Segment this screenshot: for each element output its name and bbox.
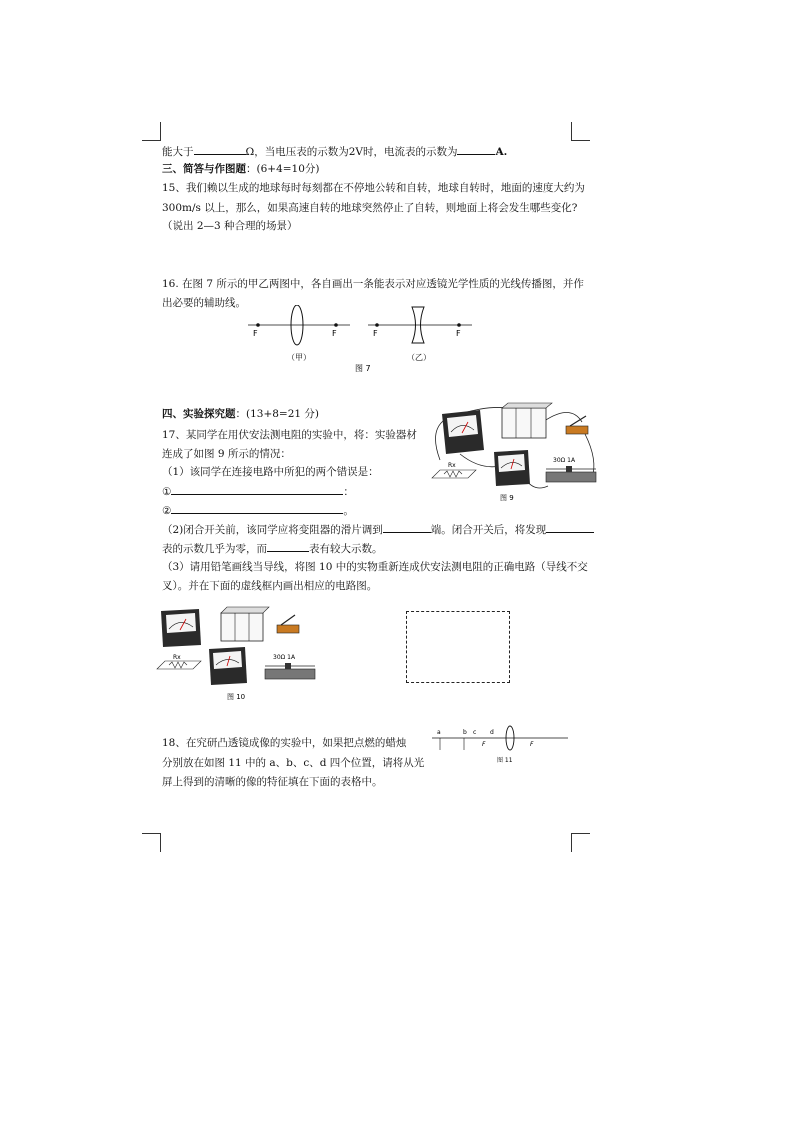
q18-line-1: 18、在究研凸透镜成像的实验中，如果把点燃的蜡烛: [162, 737, 407, 749]
q17-error-2-period: 。: [343, 505, 354, 517]
figure-11-lens-positions: [430, 724, 575, 766]
concave-focus-label-left: F: [373, 329, 378, 338]
q17-sub3-line-1: （3）请用铅笔画线当导线，将图 10 中的实物重新连成伏安法测电阻的正确电路（导线不交: [162, 561, 588, 573]
q17-sub2-line-1: [162, 522, 594, 537]
figure-10-components: [155, 603, 325, 703]
q14-text-2: Ω，当电压表的示数为2V时，电流表的示数为: [245, 146, 458, 158]
rx-label: Rx: [173, 654, 181, 661]
q17-slider-end-blank[interactable]: [383, 522, 431, 533]
voltmeter: [442, 410, 484, 454]
figure-9-caption: 图 9: [500, 494, 514, 502]
q17-sub2-text-c: 表的示数几乎为零，而: [162, 543, 267, 555]
q17-meter-2-blank[interactable]: [267, 541, 309, 552]
q17-sub1: （1）该同学在连接电路中所犯的两个错误是：: [162, 466, 379, 478]
q17-sub2-text-d: 表有较大示数。: [309, 543, 383, 555]
section4-score: ：(13+8=21 分): [235, 408, 320, 420]
q17-sub2-line-2: [162, 541, 383, 556]
q15-line-1: 15、我们赖以生成的地球每时每刻都在不停地公转和自转，地球自转时，地面的速度大约为: [162, 182, 585, 194]
q15-line-3: （说出 2—3 种合理的场景）: [162, 220, 298, 232]
q17-sub2-text-a: （2)闭合开关前，该同学应将变阻器的滑片调到: [162, 524, 383, 536]
convex-focus-right: [334, 323, 338, 327]
convex-caption: （甲）: [287, 353, 311, 362]
battery-box: [221, 607, 269, 641]
concave-focus-right: [457, 323, 461, 327]
rheostat-label: 30Ω 1A: [553, 457, 576, 464]
figure-10-caption: 图 10: [227, 693, 246, 701]
figure-7-lenses: [240, 305, 480, 385]
q14-answer-blank-1[interactable]: [194, 144, 246, 155]
figure-9-circuit: [420, 400, 600, 505]
point-label-d: d: [490, 729, 494, 736]
q18-line-2: 分别放在如图 11 中的 a、b、c、d 四个位置，请将从光: [162, 757, 425, 769]
convex-focus-left: [256, 323, 260, 327]
q14-text-1: 能大于: [162, 146, 194, 158]
q14-text-3: A.: [495, 146, 508, 158]
wire: [460, 454, 500, 467]
q17-sub3-line-2: 叉）。并在下面的虚线框内画出相应的电路图。: [162, 580, 378, 592]
q15-line-2: 300m/s 以上，那么，如果高速自转的地球突然停止了自转，则地面上将会发生哪些变化?: [162, 202, 578, 214]
q16-line-2: 出必要的辅助线。: [162, 297, 246, 309]
rheostat: [265, 654, 315, 679]
section3-score: ：(6+4=10分): [246, 163, 320, 175]
corner-mark-top-right: [571, 122, 590, 141]
q18-line-3: 屏上得到的清晰的像的特征填在下面的表格中。: [162, 776, 383, 788]
ammeter: [494, 450, 530, 486]
q17-error-1: [162, 484, 354, 499]
section3-title: 三、简答与作图题: [162, 163, 246, 175]
q17-error-1-colon: ：: [343, 486, 354, 498]
concave-focus-label-right: F: [456, 329, 461, 338]
figure-11-caption: 图 11: [497, 757, 513, 764]
section4-heading: [162, 407, 319, 421]
switch: [566, 416, 588, 434]
resistor-rx: [157, 654, 201, 669]
rheostat: [546, 457, 596, 482]
section3-heading: [162, 162, 320, 176]
voltmeter: [161, 609, 201, 647]
q17-line-2: 连成了如图 9 所示的情况：: [162, 448, 291, 460]
q17-line-1: 17、某同学在用伏安法测电阻的实验中，将：实验器材: [162, 429, 417, 441]
q17-sub2-text-b: 端。闭合开关后，将发现: [430, 524, 547, 536]
resistor-rx: [432, 462, 476, 478]
concave-caption: （乙）: [407, 353, 431, 362]
corner-mark-bottom-right: [571, 833, 590, 852]
convex-focus-label-right: F: [332, 329, 337, 338]
point-label-c: c: [473, 729, 477, 736]
q17-mark-1: ①: [162, 486, 172, 498]
rheostat-label: 30Ω 1A: [273, 654, 296, 661]
focus-label-right: F: [530, 741, 534, 748]
q17-error-2-blank[interactable]: [171, 503, 343, 514]
circuit-diagram-answer-box[interactable]: [406, 611, 510, 683]
corner-mark-top-left: [142, 122, 161, 141]
q14-tail-line: [162, 144, 507, 159]
section4-title: 四、实验探究题: [162, 408, 236, 420]
focus-label-left: F: [482, 741, 486, 748]
wire: [585, 434, 594, 478]
figure-7-caption: 图 7: [355, 364, 371, 373]
q17-mark-2: ②: [162, 505, 172, 517]
corner-mark-bottom-left: [142, 833, 161, 852]
point-label-a: a: [437, 729, 441, 736]
convex-focus-label-left: F: [253, 329, 258, 338]
concave-focus-left: [375, 323, 379, 327]
battery-box: [502, 403, 552, 438]
q17-meter-1-blank[interactable]: [546, 522, 594, 533]
ammeter: [209, 647, 247, 685]
q17-error-2: [162, 503, 354, 518]
q14-answer-blank-2[interactable]: [457, 144, 495, 155]
q16-line-1: 16. 在图 7 所示的甲乙两图中，各自画出一条能表示对应透镜光学性质的光线传播图，并作: [162, 278, 584, 290]
switch: [277, 615, 299, 633]
q17-error-1-blank[interactable]: [171, 484, 343, 495]
rx-label: Rx: [448, 462, 456, 469]
point-label-b: b: [463, 729, 467, 736]
